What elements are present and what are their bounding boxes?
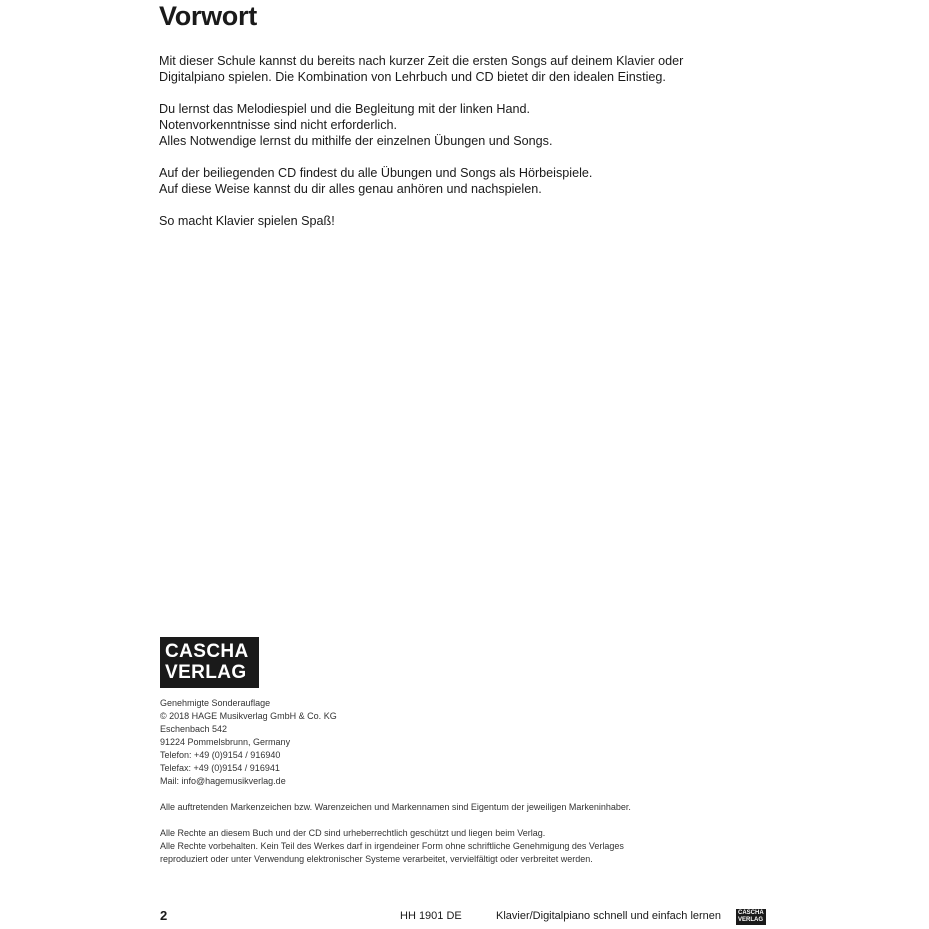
paragraph-cd bbox=[159, 165, 759, 197]
logo-line: VERLAG bbox=[738, 917, 764, 923]
logo-line: VERLAG bbox=[165, 662, 247, 683]
footer-logo bbox=[736, 909, 766, 925]
imprint-line: Alle Rechte an diesem Buch und der CD sind urheberrechtlich geschützt und liegen beim Verlag. bbox=[160, 828, 546, 838]
page-title: Vorwort bbox=[159, 1, 257, 31]
imprint-address bbox=[160, 697, 631, 788]
paragraph-closing bbox=[159, 213, 759, 229]
text-line: Mit dieser Schule kannst du bereits nach kurzer Zeit die ersten Songs auf deinem Klavier oder bbox=[159, 54, 684, 68]
text-line: Digitalpiano spielen. Die Kombination von Lehrbuch und CD bietet dir den idealen Einstieg. bbox=[159, 70, 666, 84]
logo-line: CASCHA bbox=[738, 910, 764, 916]
imprint-line: Alle Rechte vorbehalten. Kein Teil des Werkes darf in irgendeiner Form ohne schriftliche Genehmigung des Verlages bbox=[160, 841, 624, 851]
imprint-line: © 2018 HAGE Musikverlag GmbH & Co. KG bbox=[160, 711, 337, 721]
paragraph-intro bbox=[159, 53, 759, 85]
preface-text bbox=[159, 53, 759, 245]
imprint-line: Telefon: +49 (0)9154 / 916940 bbox=[160, 750, 281, 760]
page-number: 2 bbox=[160, 908, 168, 923]
book-title: Klavier/Digitalpiano schnell und einfach lernen bbox=[496, 910, 722, 922]
imprint-line: reproduziert oder unter Verwendung elektronischer Systeme verarbeitet, vervielfältigt oder verbreitet werden. bbox=[160, 854, 593, 864]
text-line: Alles Notwendige lernst du mithilfe der einzelnen Übungen und Songs. bbox=[159, 134, 553, 148]
publisher-logo bbox=[160, 637, 259, 688]
product-code: HH 1901 DE bbox=[400, 910, 462, 922]
imprint-line: Eschenbach 542 bbox=[160, 724, 228, 734]
imprint-line: Alle auftretenden Markenzeichen bzw. Warenzeichen und Markennamen sind Eigentum der jeweiligen Markeninhaber. bbox=[160, 802, 631, 812]
imprint-line: Mail: info@hagemusikverlag.de bbox=[160, 776, 286, 786]
imprint-line: Genehmigte Sonderauflage bbox=[160, 698, 271, 708]
text-line: Du lernst das Melodiespiel und die Begleitung mit der linken Hand. bbox=[159, 102, 531, 116]
text-line: Notenvorkenntnisse sind nicht erforderlich. bbox=[159, 118, 398, 132]
imprint bbox=[160, 697, 631, 879]
imprint-line: 91224 Pommelsbrunn, Germany bbox=[160, 737, 291, 747]
paragraph-learning bbox=[159, 101, 759, 149]
imprint-rights bbox=[160, 827, 631, 866]
imprint-trademarks bbox=[160, 801, 631, 814]
logo-line: CASCHA bbox=[165, 641, 249, 662]
text-line: So macht Klavier spielen Spaß! bbox=[159, 214, 335, 228]
text-line: Auf der beiliegenden CD findest du alle Übungen und Songs als Hörbeispiele. bbox=[159, 166, 593, 180]
text-line: Auf diese Weise kannst du dir alles genau anhören und nachspielen. bbox=[159, 182, 542, 196]
imprint-line: Telefax: +49 (0)9154 / 916941 bbox=[160, 763, 280, 773]
